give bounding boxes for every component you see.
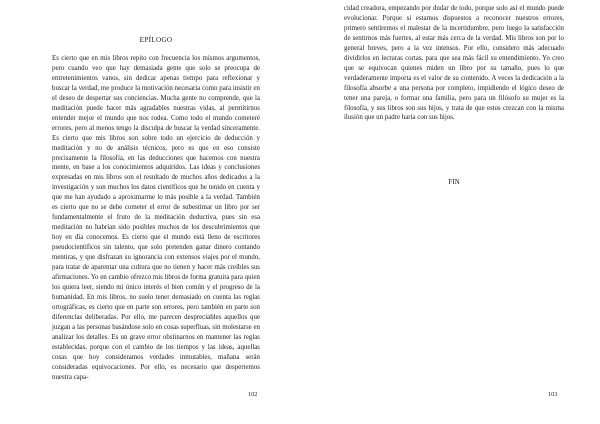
right-page: [300, 0, 600, 424]
right-page-number: 103: [548, 391, 558, 398]
left-page-body: Es cierto que en mis libros repito con frecuencia los mismos argumentos, pero cuando veo que hay demasiada gente que solo se preocupa de entretenimientos vanos, sin dedicar apenas tiempo para reflexionar y buscar la verdad, me produce la motivación necesaria como para insistir en el deseo de despertar sus conciencias. Mucha gente no comprende, que la meditación puede hacer más agradables nuestras vidas, al permitirnos entender mejor el mundo que nos rodea. Como todo el mundo cometeré errores, pero al menos tengo la disculpa de buscar la verdad sinceramente. Es cierto que mis libros son sobre todo un ejercicio de deducción y meditación y no de análisis técnicos, pero es que en eso consiste precisamente la filosofía, en las deducciones que hacemos con nuestra mente, en base a los conocimientos adquiridos. Las ideas y conclusiones expresadas en mis libros son el resultado de muchos años dedicados a la investigación y son muchos los datos científicos que he tenido en cuenta y que me han ayudado a aproximarme lo más posible a la verdad. También es cierto que no se debe cometer el error de subestimar un libro por ser fundamentalmente el fruto de la meditación deductiva, pues sin esa meditación no habrían sido posibles muchos de los descubrimientos que hoy en día conocemos. Es cierto que el mundo está lleno de escritores pseudocientíficos sin talento, que solo pretenden ganar dinero contando mentiras, y que disfrazan su ignorancia con extensos viajes por el mundo, para tratar de aparentar una cultura que no tienen y hacer más creíbles sus afirmaciones. Yo en cambio ofrezco mis libros de forma gratuita para quien los quiera leer, siendo mi único interés el bien común y el progreso de la humanidad. En mis libros, no suelo tener demasiado en cuenta las reglas ortográficas, es cierto que en parte son errores, pero también en parte son diferencias deliberadas. Por ello, me parecen despreciables aquellos que juzgan a las personas basándose solo en cosas superfluas, sin molestarse en analizar los detalles. Es un grave error obstinarnos en mantener las reglas establecidas, porque con el cambio de los tiempos y las ideas, aquellas cosas que hoy consideramos verdades inmutables, mañana serán consideradas equivocaciones. Por ello, es necesario que despertemos nuestra capa-: [52, 55, 260, 381]
chapter-heading: EPÍLOGO: [139, 36, 173, 44]
closing-word: FIN: [448, 178, 460, 186]
right-page-body: cidad creadora, empezando por dudar de todo, porque solo así el mundo puede evolucionar. Porque si estamos dispuestos a reconocer nuestros errores, primero sentiremos el malestar de la incertidumbre, pero luego la satisfacción de sentirnos más fuertes, al estar más cerca de la verdad. Mis libros son por lo general breves, pero a la vez intensos. Por ello, considero más adecuado dividirlos en lecturas cortas, para que sea más fácil su entendimiento. Yo creo que se equivocan quienes miden un libro por su tamaño, pues lo que verdaderamente importa es el valor de su contenido. A veces la dedicación a la filosofía absorbe a una persona por completo, impidiendo el lógico deseo de tener una pareja, o formar una familia, pero para un filósofo su mujer es la filosofía, y sus libros son sus hijos, y trata de que estos crezcan con la misma ilusión que un padre haría con sus hijos.: [344, 5, 564, 122]
left-page-number: 102: [248, 391, 258, 398]
